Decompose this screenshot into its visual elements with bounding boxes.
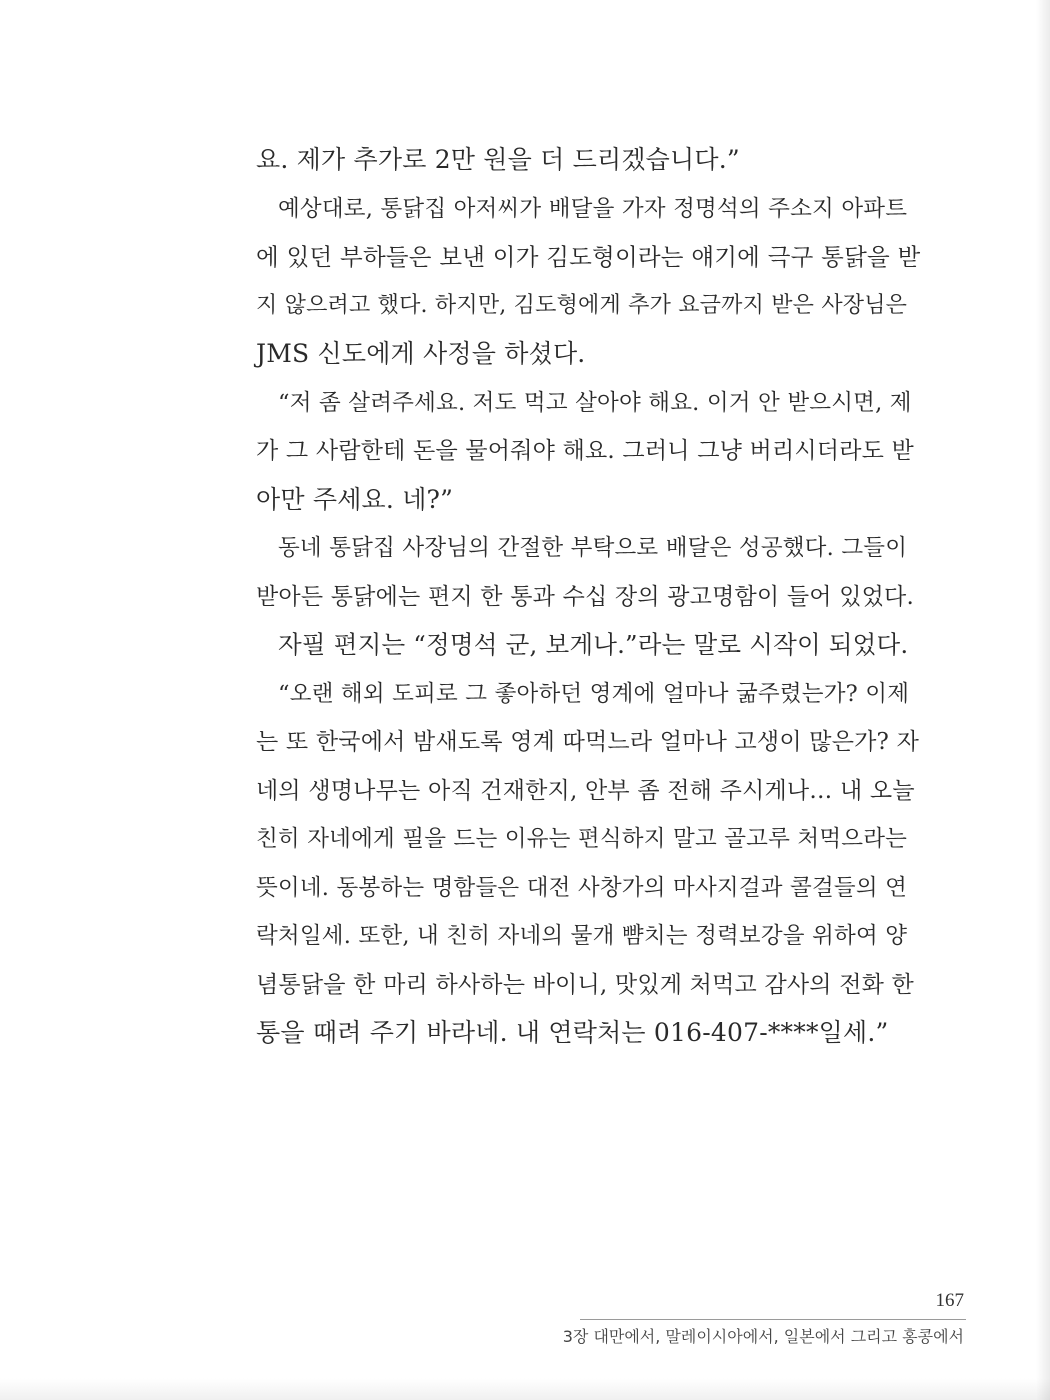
page-edge-shadow xyxy=(1036,0,1050,1400)
text-line: “저 좀 살려주세요. 저도 먹고 살아야 해요. 이거 안 받으시면, 제 xyxy=(278,389,912,416)
text-line: 받아든 통닭에는 편지 한 통과 수십 장의 광고명함이 들어 있었다. xyxy=(256,583,914,610)
page-number: 167 xyxy=(935,1290,964,1311)
text-line: 념통닭을 한 마리 하사하는 바이니, 맛있게 처먹고 감사의 전화 한 xyxy=(256,971,914,998)
footer-divider xyxy=(580,1319,966,1320)
page-bottom-shadow xyxy=(0,1378,1050,1400)
text-line: 네의 생명나무는 아직 건재한지, 안부 좀 전해 주시게나… 내 오늘 xyxy=(256,777,915,804)
text-line: 자필 편지는 “정명석 군, 보게나.”라는 말로 시작이 되었다. xyxy=(278,630,909,659)
text-line: 는 또 한국에서 밤새도록 영계 따먹느라 얼마나 고생이 많은가? 자 xyxy=(256,729,919,755)
text-line: “오랜 해외 도피로 그 좋아하던 영계에 얼마나 굶주렸는가? 이제 xyxy=(278,680,910,707)
body-text xyxy=(256,136,920,1058)
text-line: 뜻이네. 동봉하는 명함들은 대전 사창가의 마사지걸과 콜걸들의 연 xyxy=(256,874,908,901)
text-line: 락처일세. 또한, 내 친히 자네의 물개 뺨치는 정력보강을 위하여 양 xyxy=(256,923,908,949)
text-line: 아만 주세요. 네?” xyxy=(256,484,454,514)
text-line: 동네 통닭집 사장님의 간절한 부탁으로 배달은 성공했다. 그들이 xyxy=(278,535,908,561)
text-line: 에 있던 부하들은 보낸 이가 김도형이라는 얘기에 극구 통닭을 받 xyxy=(256,243,921,271)
text-line: 가 그 사람한테 돈을 물어줘야 해요. 그러니 그냥 버리시더라도 받 xyxy=(256,438,914,464)
text-line: 예상대로, 통닭집 아저씨가 배달을 가자 정명석의 주소지 아파트 xyxy=(278,195,908,222)
text-line: 요. 제가 추가로 2만 원을 더 드리겠습니다.” xyxy=(256,145,740,174)
text-line: 통을 때려 주기 바라네. 내 연락처는 016-407-****일세.” xyxy=(256,1018,889,1047)
text-line: 친히 자네에게 필을 드는 이유는 편식하지 말고 골고루 처먹으라는 xyxy=(256,826,908,852)
text-line: JMS 신도에게 사정을 하셨다. xyxy=(256,339,586,368)
running-footer-title: 3장 대만에서, 말레이시아에서, 일본에서 그리고 홍콩에서 xyxy=(562,1327,964,1346)
text-line: 지 않으려고 했다. 하지만, 김도형에게 추가 요금까지 받은 사장님은 xyxy=(256,292,908,318)
